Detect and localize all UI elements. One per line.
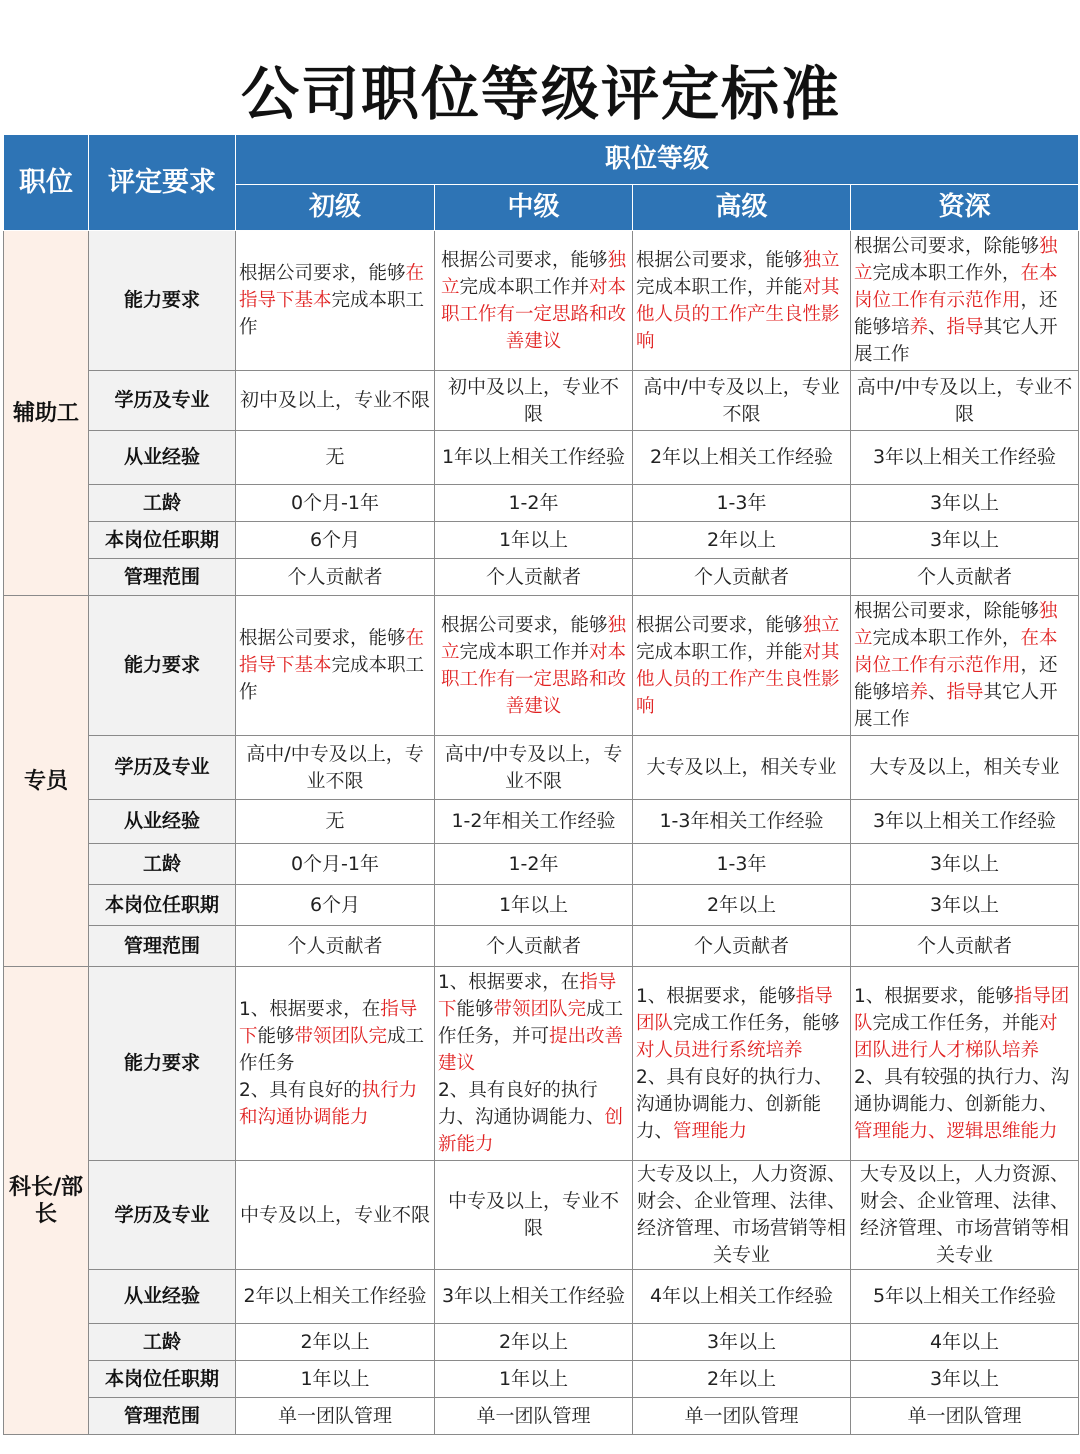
highlighted-text: 提出改善建议 [438,1026,624,1074]
grade-cell-experience [435,800,633,844]
grade-cell-tenure [851,522,1079,559]
requirement-label-experience: 从业经验 [89,1270,236,1324]
table-body [4,231,1079,1435]
grade-cell-education [236,1161,435,1270]
grade-cell-seniority [851,1324,1079,1361]
grade-cell-tenure [633,522,851,559]
cell-text: 1-3年相关工作经验 [659,810,824,832]
cell-text: 中专及以上，专业不限 [240,1203,431,1226]
grade-cell-tenure [633,885,851,926]
highlighted-text: 对团队进行人才梯队培养 [854,1012,1058,1061]
grade-cell-experience [633,1270,851,1324]
grade-cell-scope [236,559,435,596]
highlighted-text: 指导 [946,317,984,338]
requirement-label-tenure: 本岗位任职期 [89,885,236,926]
grade-cell-scope [236,926,435,967]
header-level-expert: 资深 [851,185,1079,231]
grade-cell-ability [236,231,435,371]
cell-text: 大专及以上，相关专业 [646,756,837,778]
cell-text: 根据公司要求，能够 [636,614,803,636]
grade-cell-experience [633,431,851,485]
grade-cell-education [633,371,851,431]
requirement-label-scope: 管理范围 [89,559,236,596]
highlighted-text: 指导 [946,682,984,703]
highlighted-text: 养 [909,682,929,703]
cell-text: 个人贡献者 [693,565,789,588]
requirement-label-experience: 从业经验 [89,431,236,485]
requirement-label-seniority: 工龄 [89,485,236,522]
cell-text: 4年以上 [929,1330,1000,1353]
cell-text: ，还能够培 [854,655,1058,703]
cell-text: 6个月 [309,528,361,551]
cell-text: 1、根据要求，能够 [854,985,1014,1007]
cell-text: 根据公司要求，能够 [440,614,608,636]
cell-text: 、 [928,682,947,703]
cell-text: 2年以上 [706,893,777,916]
cell-text: 个人贡献者 [485,934,581,957]
grade-cell-ability [236,967,435,1161]
highlighted-text: 对其他人员的工作产生良性影响 [636,641,840,717]
table-row [4,559,1079,596]
grade-cell-seniority [435,485,633,522]
grade-cell-scope [435,1398,633,1435]
highlighted-text: 独立 [802,614,840,636]
grade-cell-ability [435,967,633,1161]
grade-cell-experience [435,1270,633,1324]
grade-cell-education [435,1161,633,1270]
table-row [4,1398,1079,1435]
header-position: 职位 [4,135,89,231]
header-requirement: 评定要求 [89,135,236,231]
requirement-label-ability: 能力要求 [89,967,236,1161]
requirement-label-tenure: 本岗位任职期 [89,1361,236,1398]
requirement-label-education: 学历及专业 [89,736,236,800]
grade-cell-tenure [633,1361,851,1398]
cell-text: 大专及以上，人力资源、财会、企业管理、法律、经济管理、市场营销等相关专业 [860,1163,1070,1266]
cell-text: 2、具有良好的 [239,1080,362,1101]
requirement-label-education: 学历及专业 [89,1161,236,1270]
grade-cell-education [851,736,1079,800]
highlighted-text: 指导下 [438,972,617,1020]
grade-cell-tenure [435,885,633,926]
highlighted-text: 指导下 [239,999,418,1047]
grade-cell-experience [236,1270,435,1324]
grade-cell-ability [851,967,1079,1161]
cell-text: 2年以上相关工作经验 [649,446,834,468]
grade-cell-seniority [236,844,435,885]
cell-text: 3年以上相关工作经验 [441,1285,626,1307]
grade-cell-education [236,736,435,800]
highlighted-text: 执行力和沟通协调能力 [239,1080,418,1128]
highlighted-text: 带领团队完 [493,999,587,1020]
table-row [4,1361,1079,1398]
cell-text: 2、具有良好的执行力、沟通协调能力、 [438,1080,605,1128]
grade-cell-tenure [236,1361,435,1398]
cell-text: 其它人开展工作 [854,682,1058,730]
grade-cell-tenure [435,1361,633,1398]
table-row [4,926,1079,967]
cell-text: 3年以上 [929,852,1000,875]
grade-cell-tenure [236,885,435,926]
cell-text: 初中及以上，专业不限 [240,389,431,411]
grade-cell-scope [851,926,1079,967]
header-level-intermediate: 中级 [435,185,633,231]
cell-text: 3年以上 [706,1330,777,1353]
highlighted-text: 养 [909,317,929,338]
table-row [4,1161,1079,1270]
header-level-group: 职位等级 [236,135,1079,185]
grade-cell-tenure [851,885,1079,926]
cell-text: 个人贡献者 [287,934,383,957]
cell-text: 1年以上 [498,528,569,551]
grade-cell-education [851,1161,1079,1270]
cell-text: 单一团队管理 [907,1404,1022,1427]
grade-cell-seniority [851,485,1079,522]
highlighted-text: 创新能力 [438,1107,624,1155]
cell-text: 3年以上 [929,528,1000,551]
requirement-label-seniority: 工龄 [89,1324,236,1361]
grade-cell-ability [435,231,633,371]
grade-cell-seniority [435,1324,633,1361]
cell-text: 无 [325,810,345,832]
cell-text: 完成本职工作，并能 [636,276,803,298]
table-row [4,885,1079,926]
cell-text: 2年以上 [706,1367,777,1390]
cell-text: 1-2年 [508,852,559,875]
table-row [4,371,1079,431]
grade-cell-experience [236,431,435,485]
highlighted-text: 指导团队 [636,985,833,1034]
cell-text: 能够 [257,1026,295,1047]
position-cell-manager: 科长/部长 [4,967,89,1435]
cell-text: 单一团队管理 [476,1404,591,1427]
cell-text: 高中/中专及以上，专业不限 [246,742,424,792]
cell-text: 0个月-1年 [290,852,380,875]
grade-cell-scope [851,559,1079,596]
grade-cell-education [236,371,435,431]
cell-text: 1-3年 [716,491,767,514]
requirement-label-scope: 管理范围 [89,926,236,967]
cell-text: 3年以上 [929,1367,1000,1390]
grade-standards-table [3,134,1079,1435]
cell-text: 2、具有较强的执行力、沟通协调能力、创新能力、 [854,1066,1070,1115]
cell-text: 1-2年相关工作经验 [451,810,616,832]
cell-text: 3年以上相关工作经验 [872,446,1057,468]
highlighted-text: 管理能力、逻辑思维能力 [854,1120,1058,1142]
cell-text: 完成本职工作外， [872,628,1021,649]
cell-text: 高中/中专及以上，专业不限 [643,375,840,425]
cell-text: 单一团队管理 [277,1404,392,1427]
cell-text: 完成工作任务，能够 [673,1012,840,1034]
requirement-label-experience: 从业经验 [89,800,236,844]
cell-text: 完成本职工作，并能 [636,641,803,663]
grade-cell-seniority [633,1324,851,1361]
cell-text: 1年以上 [498,1367,569,1390]
table-row [4,967,1079,1161]
cell-text: 能够 [456,999,494,1020]
highlighted-text: 对其他人员的工作产生良性影响 [636,276,840,352]
cell-text: 根据公司要求，除能够 [854,236,1040,257]
cell-text: 1-3年 [716,852,767,875]
grade-cell-scope [633,559,851,596]
grade-cell-scope [851,1398,1079,1435]
grade-cell-tenure [851,1361,1079,1398]
highlighted-text: 独立 [854,236,1058,284]
highlighted-text: 在指导下基本 [239,628,425,676]
table-row [4,1324,1079,1361]
grade-cell-education [851,371,1079,431]
cell-text: 4年以上相关工作经验 [649,1285,834,1307]
requirement-label-education: 学历及专业 [89,371,236,431]
highlighted-text: 带领团队完 [294,1026,388,1047]
grade-cell-experience [435,431,633,485]
cell-text: 3年以上 [929,491,1000,514]
requirement-label-tenure: 本岗位任职期 [89,522,236,559]
cell-text: 1-2年 [508,491,559,514]
cell-text: 完成工作任务，并能 [872,1012,1040,1034]
cell-text: 根据公司要求，能够 [440,249,608,271]
cell-text: 成工作任务，并可 [438,999,624,1047]
table-row [4,522,1079,559]
cell-text: 2年以上相关工作经验 [243,1285,427,1307]
cell-text: 0个月-1年 [290,491,380,514]
table-row [4,596,1079,736]
highlighted-text: 对本职工作有一定思路和改善建议 [440,276,627,352]
grade-cell-scope [435,926,633,967]
highlighted-text: 指导团队 [854,985,1070,1034]
cell-text: 根据公司要求，能够 [239,263,406,284]
highlighted-text: 在本岗位工作有示范作用 [854,628,1058,676]
cell-text: ，还能够培 [854,290,1058,338]
position-cell-assistant: 辅助工 [4,231,89,596]
cell-text: 完成本职工作并 [459,276,589,298]
grade-cell-scope [633,1398,851,1435]
title-bar [4,44,1078,134]
cell-text: 大专及以上，人力资源、财会、企业管理、法律、经济管理、市场营销等相关专业 [637,1163,847,1266]
highlighted-text: 在本岗位工作有示范作用 [854,263,1058,311]
grade-cell-education [435,371,633,431]
grade-cell-ability [633,596,851,736]
cell-text: 2年以上 [498,1330,569,1353]
cell-text: 5年以上相关工作经验 [872,1285,1057,1307]
grade-cell-ability [851,231,1079,371]
cell-text: 3年以上相关工作经验 [872,810,1057,832]
grade-cell-ability [851,596,1079,736]
requirement-label-scope: 管理范围 [89,1398,236,1435]
cell-text: 1、根据要求，在 [438,972,580,993]
highlighted-text: 在指导下基本 [239,263,425,311]
cell-text: 2、具有良好的执行力、沟通协调能力、创新能力、 [636,1066,833,1142]
cell-text: 成工作任务 [239,1026,425,1074]
highlighted-text: 对本职工作有一定思路和改善建议 [440,641,627,717]
table-row [4,231,1079,371]
requirement-label-ability: 能力要求 [89,596,236,736]
cell-text: 初中及以上，专业不限 [447,375,619,425]
header-level-senior: 高级 [633,185,851,231]
cell-text: 其它人开展工作 [854,317,1058,365]
highlighted-text: 独立 [440,614,627,663]
table-row [4,736,1079,800]
grade-cell-seniority [236,1324,435,1361]
grade-cell-seniority [236,485,435,522]
requirement-label-seniority: 工龄 [89,844,236,885]
cell-text: 中专及以上，专业不限 [447,1190,619,1239]
cell-text: 完成本职工作 [239,655,425,703]
cell-text: 无 [325,446,345,468]
cell-text: 个人贡献者 [693,934,789,957]
requirement-label-ability: 能力要求 [89,231,236,371]
cell-text: 6个月 [309,893,361,916]
grade-cell-tenure [435,522,633,559]
cell-text: 个人贡献者 [485,565,581,588]
position-cell-specialist: 专员 [4,596,89,967]
grade-cell-tenure [236,522,435,559]
grade-cell-ability [435,596,633,736]
grade-cell-experience [851,431,1079,485]
grade-cell-education [633,736,851,800]
grade-cell-seniority [435,844,633,885]
grade-cell-education [633,1161,851,1270]
cell-text: 1、根据要求，能够 [636,985,796,1007]
grade-cell-ability [633,967,851,1161]
cell-text: 1年以上 [498,893,569,916]
cell-text: 根据公司要求，能够 [636,249,803,271]
cell-text: 完成本职工作并 [459,641,589,663]
grade-cell-scope [633,926,851,967]
cell-text: 1、根据要求，在 [239,999,381,1020]
table-header [4,135,1079,231]
cell-text: 1年以上相关工作经验 [441,446,626,468]
grade-cell-seniority [851,844,1079,885]
cell-text: 2年以上 [706,528,777,551]
table-row [4,431,1079,485]
highlighted-text: 独立 [802,249,840,271]
cell-text: 个人贡献者 [287,565,383,588]
grade-cell-ability [633,231,851,371]
highlighted-text: 独立 [854,601,1058,649]
cell-text: 高中/中专及以上，专业不限 [856,375,1073,425]
page-title: 公司职位等级评定标准 [240,60,841,128]
grade-cell-seniority [633,485,851,522]
grade-cell-experience [236,800,435,844]
grade-cell-seniority [633,844,851,885]
cell-text: 大专及以上，相关专业 [869,756,1060,778]
table-row [4,485,1079,522]
cell-text: 个人贡献者 [917,565,1013,588]
grade-cell-education [435,736,633,800]
header-level-junior: 初级 [236,185,435,231]
cell-text: 单一团队管理 [684,1404,799,1427]
cell-text: 根据公司要求，能够 [239,628,406,649]
table-row [4,844,1079,885]
cell-text: 2年以上 [300,1330,370,1353]
grade-cell-scope [435,559,633,596]
cell-text: 、 [928,317,947,338]
table-row [4,800,1079,844]
cell-text: 完成本职工作 [239,290,425,338]
grade-cell-scope [236,1398,435,1435]
grade-cell-experience [851,1270,1079,1324]
cell-text: 个人贡献者 [917,934,1013,957]
cell-text: 完成本职工作外， [872,263,1021,284]
cell-text: 根据公司要求，除能够 [854,601,1040,622]
cell-text: 1年以上 [300,1367,370,1390]
highlighted-text: 对人员进行系统培养 [636,1039,803,1061]
highlighted-text: 独立 [440,249,627,298]
grade-cell-experience [851,800,1079,844]
cell-text: 3年以上 [929,893,1000,916]
highlighted-text: 管理能力 [673,1120,748,1142]
cell-text: 高中/中专及以上，专业不限 [444,742,623,792]
grade-cell-experience [633,800,851,844]
grade-cell-ability [236,596,435,736]
table-row [4,1270,1079,1324]
